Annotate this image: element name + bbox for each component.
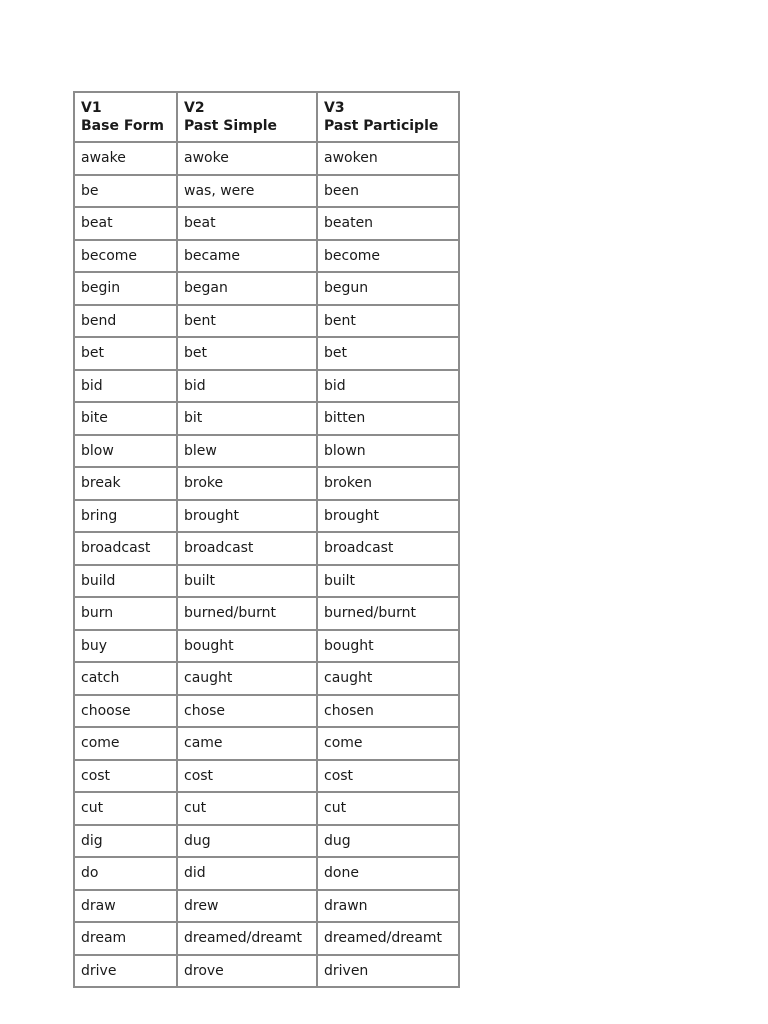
table-row <box>74 207 459 240</box>
past-participle-cell: bitten <box>317 402 459 435</box>
table-row <box>74 142 459 175</box>
past-simple-cell: bought <box>177 630 317 663</box>
past-simple-cell: brought <box>177 500 317 533</box>
base-form-cell: beat <box>74 207 177 240</box>
base-form-cell: bet <box>74 337 177 370</box>
header-row <box>74 92 459 142</box>
past-simple-cell: dreamed/dreamt <box>177 922 317 955</box>
header-past-simple <box>177 92 317 142</box>
base-form-cell: broadcast <box>74 532 177 565</box>
base-form-cell: cut <box>74 792 177 825</box>
base-form-cell: drive <box>74 955 177 988</box>
past-simple-cell: burned/burnt <box>177 597 317 630</box>
past-simple-cell: bid <box>177 370 317 403</box>
base-form-cell: come <box>74 727 177 760</box>
base-form-cell: choose <box>74 695 177 728</box>
past-participle-cell: built <box>317 565 459 598</box>
header-past-participle-label: Past Participle <box>324 118 439 134</box>
table-row <box>74 597 459 630</box>
table-row <box>74 435 459 468</box>
past-simple-cell: built <box>177 565 317 598</box>
past-simple-cell: broke <box>177 467 317 500</box>
base-form-cell: catch <box>74 662 177 695</box>
header-v3-label: V3 <box>324 100 345 116</box>
base-form-cell: break <box>74 467 177 500</box>
past-participle-cell: awoken <box>317 142 459 175</box>
table-row <box>74 695 459 728</box>
past-participle-cell: cut <box>317 792 459 825</box>
past-simple-cell: did <box>177 857 317 890</box>
base-form-cell: do <box>74 857 177 890</box>
past-simple-cell: bet <box>177 337 317 370</box>
base-form-cell: blow <box>74 435 177 468</box>
base-form-cell: begin <box>74 272 177 305</box>
past-simple-cell: chose <box>177 695 317 728</box>
past-participle-cell: broken <box>317 467 459 500</box>
past-simple-cell: cut <box>177 792 317 825</box>
past-simple-cell: came <box>177 727 317 760</box>
base-form-cell: build <box>74 565 177 598</box>
table-row <box>74 727 459 760</box>
table-row <box>74 662 459 695</box>
past-participle-cell: caught <box>317 662 459 695</box>
past-simple-cell: blew <box>177 435 317 468</box>
past-participle-cell: come <box>317 727 459 760</box>
base-form-cell: awake <box>74 142 177 175</box>
header-past-simple-label: Past Simple <box>184 118 278 134</box>
past-participle-cell: cost <box>317 760 459 793</box>
base-form-cell: dream <box>74 922 177 955</box>
table-row <box>74 175 459 208</box>
past-participle-cell: bent <box>317 305 459 338</box>
table-row <box>74 240 459 273</box>
past-simple-cell: beat <box>177 207 317 240</box>
irregular-verbs-table <box>73 91 460 988</box>
base-form-cell: dig <box>74 825 177 858</box>
header-base-form-label: Base Form <box>81 118 164 134</box>
table-row <box>74 955 459 988</box>
past-participle-cell: begun <box>317 272 459 305</box>
table-row <box>74 825 459 858</box>
table-row <box>74 370 459 403</box>
past-participle-cell: blown <box>317 435 459 468</box>
past-simple-cell: drove <box>177 955 317 988</box>
table-row <box>74 922 459 955</box>
past-simple-cell: cost <box>177 760 317 793</box>
table-body <box>74 142 459 987</box>
table-row <box>74 467 459 500</box>
table-row <box>74 760 459 793</box>
past-simple-cell: became <box>177 240 317 273</box>
past-simple-cell: bent <box>177 305 317 338</box>
past-participle-cell: burned/burnt <box>317 597 459 630</box>
past-participle-cell: drawn <box>317 890 459 923</box>
base-form-cell: buy <box>74 630 177 663</box>
past-participle-cell: bought <box>317 630 459 663</box>
table-row <box>74 500 459 533</box>
past-participle-cell: been <box>317 175 459 208</box>
base-form-cell: bid <box>74 370 177 403</box>
base-form-cell: cost <box>74 760 177 793</box>
past-participle-cell: beaten <box>317 207 459 240</box>
table-row <box>74 857 459 890</box>
past-simple-cell: awoke <box>177 142 317 175</box>
past-participle-cell: broadcast <box>317 532 459 565</box>
past-participle-cell: dug <box>317 825 459 858</box>
table-header <box>74 92 459 142</box>
base-form-cell: bend <box>74 305 177 338</box>
past-simple-cell: began <box>177 272 317 305</box>
past-participle-cell: chosen <box>317 695 459 728</box>
past-simple-cell: dug <box>177 825 317 858</box>
table-row <box>74 402 459 435</box>
header-base-form <box>74 92 177 142</box>
past-simple-cell: broadcast <box>177 532 317 565</box>
table-row <box>74 792 459 825</box>
past-participle-cell: done <box>317 857 459 890</box>
past-simple-cell: drew <box>177 890 317 923</box>
past-simple-cell: was, were <box>177 175 317 208</box>
base-form-cell: draw <box>74 890 177 923</box>
past-participle-cell: brought <box>317 500 459 533</box>
base-form-cell: become <box>74 240 177 273</box>
header-v1-label: V1 <box>81 100 102 116</box>
past-participle-cell: become <box>317 240 459 273</box>
base-form-cell: bring <box>74 500 177 533</box>
table-row <box>74 565 459 598</box>
base-form-cell: burn <box>74 597 177 630</box>
base-form-cell: be <box>74 175 177 208</box>
table-row <box>74 305 459 338</box>
past-simple-cell: caught <box>177 662 317 695</box>
table-row <box>74 272 459 305</box>
past-participle-cell: bet <box>317 337 459 370</box>
table-row <box>74 630 459 663</box>
past-participle-cell: driven <box>317 955 459 988</box>
header-past-participle <box>317 92 459 142</box>
past-participle-cell: dreamed/dreamt <box>317 922 459 955</box>
base-form-cell: bite <box>74 402 177 435</box>
table-row <box>74 532 459 565</box>
header-v2-label: V2 <box>184 100 205 116</box>
past-participle-cell: bid <box>317 370 459 403</box>
table-row <box>74 337 459 370</box>
past-simple-cell: bit <box>177 402 317 435</box>
table-row <box>74 890 459 923</box>
